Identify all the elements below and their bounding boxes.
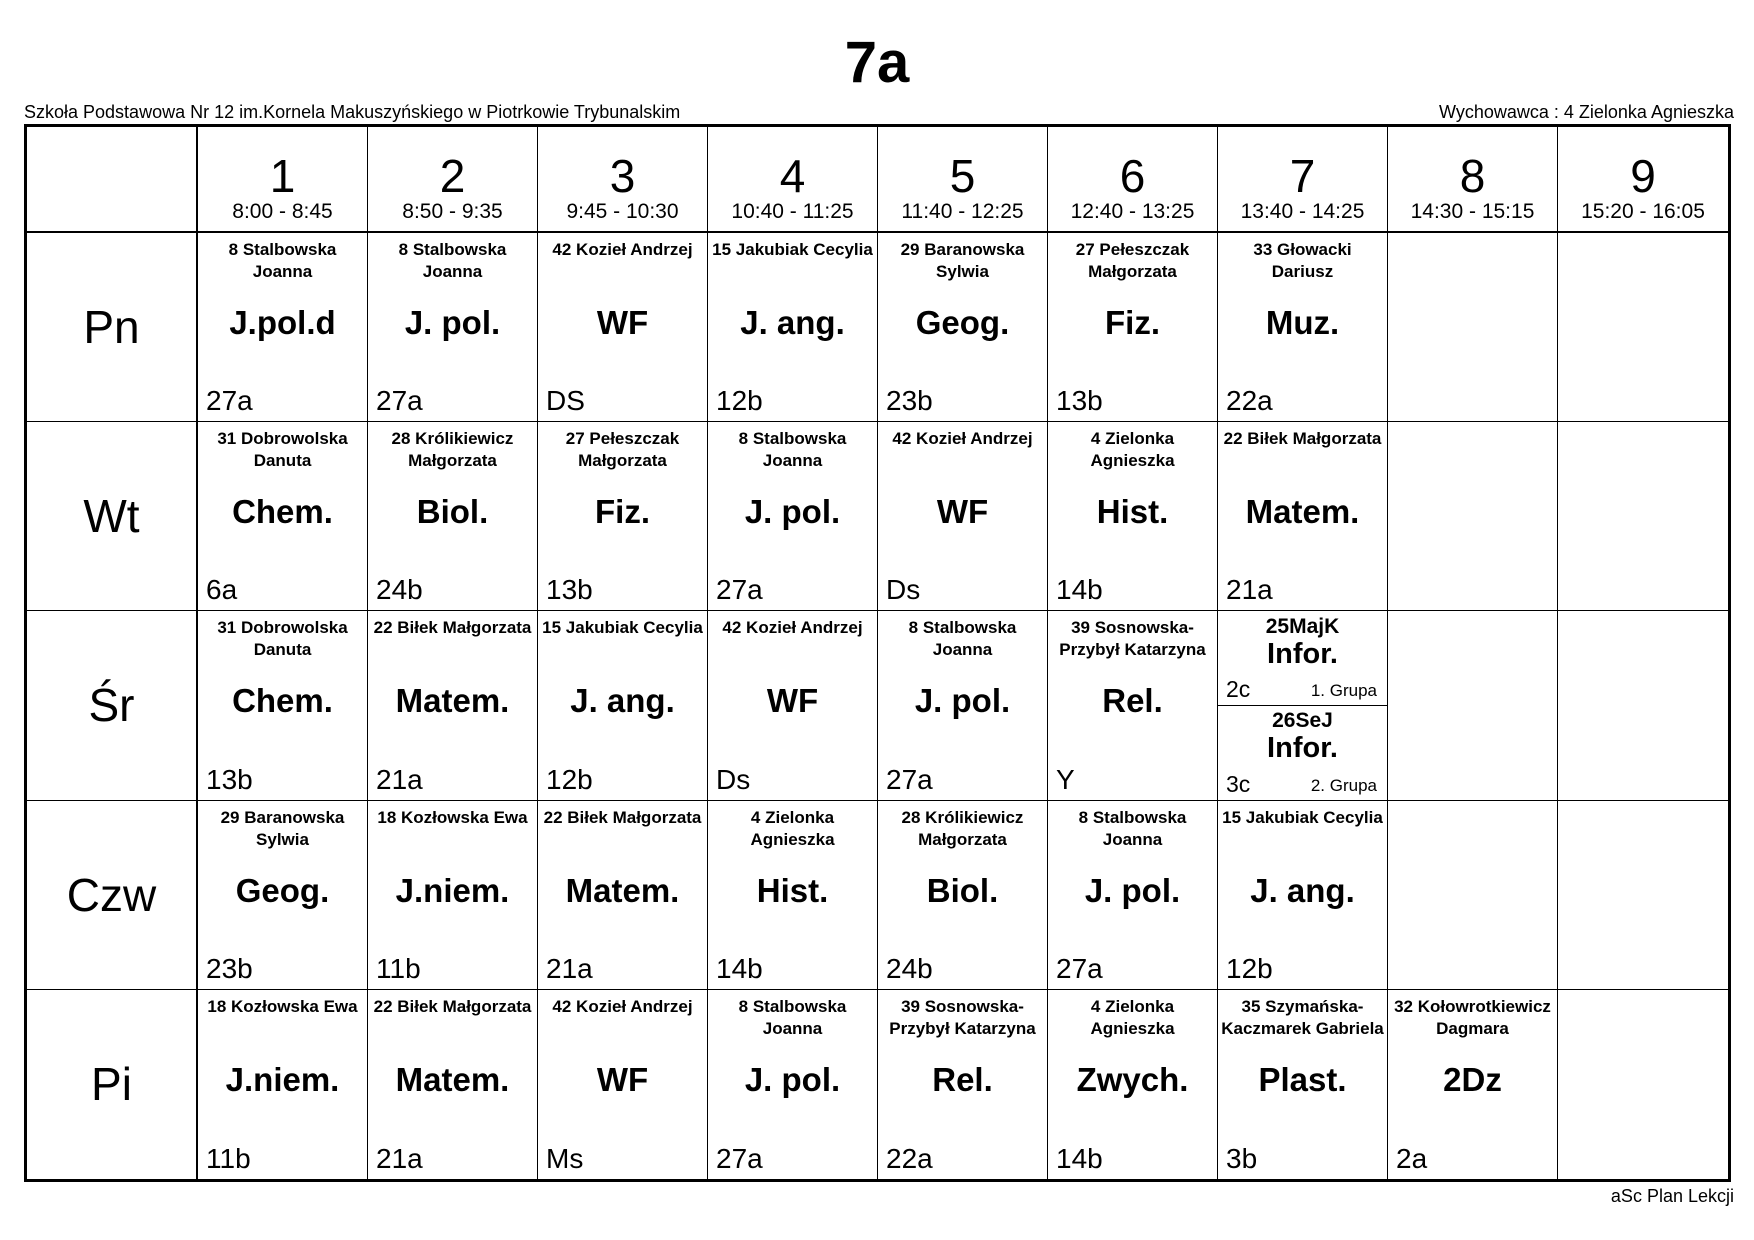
empty-lesson-cell <box>1558 801 1728 990</box>
lesson-teacher: 27 Pełeszczak Małgorzata <box>565 429 680 471</box>
period-time: 13:40 - 14:25 <box>1240 200 1365 223</box>
lesson-subject: Fiz. <box>595 493 650 531</box>
period-header-9 <box>1558 127 1728 233</box>
lesson-subject: Chem. <box>232 493 333 531</box>
period-time: 8:50 - 9:35 <box>402 200 503 223</box>
lesson-room: Y <box>1056 763 1075 795</box>
lesson-teacher: 8 Stalbowska Joanna <box>1078 807 1187 849</box>
lesson-subject: Fiz. <box>1105 304 1160 341</box>
lesson-teacher: 31 Dobrowolska Danuta <box>217 618 348 660</box>
lesson-room: 11b <box>376 952 421 984</box>
lesson-cell <box>1048 801 1218 990</box>
period-header-3 <box>538 127 708 233</box>
lesson-teacher: 4 Zielonka Agnieszka <box>750 807 835 849</box>
period-time: 15:20 - 16:05 <box>1581 200 1705 223</box>
lesson-room: 24b <box>886 952 933 984</box>
lesson-teacher: 22 Biłek Małgorzata <box>543 807 702 827</box>
lesson-subject: Plast. <box>1258 1060 1347 1098</box>
day-label-3: Czw <box>27 801 198 990</box>
lesson-teacher: 39 Sosnowska-Przybył Katarzyna <box>1059 618 1206 660</box>
lesson-cell <box>368 990 538 1179</box>
lesson-cell <box>198 990 368 1179</box>
period-time: 9:45 - 10:30 <box>566 200 679 223</box>
lesson-cell <box>878 801 1048 990</box>
lesson-subject: Rel. <box>1102 682 1163 720</box>
lesson-subject: Matem. <box>565 871 680 909</box>
lesson-cell <box>368 233 538 422</box>
lesson-room: 13b <box>1056 385 1103 417</box>
lesson-teacher: 31 Dobrowolska Danuta <box>217 429 348 471</box>
lesson-cell <box>538 801 708 990</box>
period-number: 3 <box>609 150 636 202</box>
lesson-teacher: 42 Kozieł Andrzej <box>892 429 1033 449</box>
lesson-cell <box>1218 990 1388 1179</box>
lesson-cell <box>878 611 1048 800</box>
period-number: 5 <box>949 150 976 202</box>
lesson-subject: Geog. <box>235 871 330 909</box>
lesson-teacher: 8 Stalbowska Joanna <box>738 996 847 1038</box>
lesson-room: 27a <box>716 1142 763 1174</box>
lesson-subject: Biol. <box>926 871 999 909</box>
lesson-cell <box>538 422 708 611</box>
lesson-room: 27a <box>1056 952 1103 984</box>
lesson-subject: J. pol. <box>744 1060 841 1098</box>
lesson-room: 22a <box>886 1142 933 1174</box>
lesson-cell <box>708 422 878 611</box>
lesson-teacher: 22 Biłek Małgorzata <box>373 618 532 638</box>
lesson-subject: Matem. <box>1245 493 1360 531</box>
lesson-teacher: 4 Zielonka Agnieszka <box>1090 429 1175 471</box>
lesson-room: 14b <box>1056 1142 1103 1174</box>
empty-lesson-cell <box>1558 990 1728 1179</box>
lesson-room: 27a <box>206 385 253 417</box>
lesson-room: 11b <box>206 1142 251 1174</box>
lesson-subject: Hist. <box>756 871 829 909</box>
group-lesson <box>1218 611 1387 706</box>
lesson-teacher: 22 Biłek Małgorzata <box>373 996 532 1016</box>
lesson-cell <box>1218 801 1388 990</box>
lesson-room: 3c <box>1226 770 1251 797</box>
period-header-5 <box>878 127 1048 233</box>
lesson-cell <box>1048 990 1218 1179</box>
period-header-4 <box>708 127 878 233</box>
lesson-teacher: 35 Szymańska-Kaczmarek Gabriela <box>1221 996 1384 1038</box>
lesson-teacher: 22 Biłek Małgorzata <box>1223 429 1382 449</box>
lesson-cell <box>708 990 878 1179</box>
lesson-teacher: 29 Baranowska Sylwia <box>220 807 345 849</box>
day-label-4: Pi <box>27 990 198 1179</box>
period-number: 1 <box>269 150 296 202</box>
lesson-room: 14b <box>1056 574 1103 606</box>
day-label-2: Śr <box>27 611 198 800</box>
lesson-teacher: 18 Kozłowska Ewa <box>207 996 358 1016</box>
lesson-subject: Muz. <box>1265 304 1340 341</box>
lesson-cell <box>368 611 538 800</box>
lesson-cell <box>198 422 368 611</box>
split-lesson-cell <box>1218 611 1388 800</box>
lesson-teacher: 8 Stalbowska Joanna <box>738 429 847 471</box>
lesson-cell <box>538 990 708 1179</box>
lesson-room: 14b <box>716 952 763 984</box>
lesson-subject: J.niem. <box>395 871 510 909</box>
lesson-subject: J. pol. <box>404 304 501 341</box>
lesson-teacher: 42 Kozieł Andrzej <box>552 996 693 1016</box>
lesson-teacher: 28 Królikiewicz Małgorzata <box>901 807 1024 849</box>
lesson-subject: 2Dz <box>1443 1060 1502 1098</box>
lesson-teacher: 8 Stalbowska Joanna <box>228 240 337 281</box>
lesson-subject: J. ang. <box>1250 871 1355 909</box>
lesson-cell <box>1048 611 1218 800</box>
period-header-1 <box>198 127 368 233</box>
lesson-room: 12b <box>716 385 763 417</box>
lesson-room: 21a <box>376 1142 423 1174</box>
lesson-subject: Chem. <box>232 682 333 720</box>
lesson-room: Ds <box>716 763 751 795</box>
lesson-group: 1. Grupa <box>1310 681 1377 701</box>
period-time: 11:40 - 12:25 <box>901 200 1024 223</box>
lesson-subject: WF <box>596 304 649 341</box>
lesson-subject: Matem. <box>395 682 510 720</box>
lesson-room: 2a <box>1396 1142 1428 1174</box>
period-number: 7 <box>1289 150 1316 202</box>
lesson-room: 27a <box>376 385 423 417</box>
lesson-room: 27a <box>886 763 933 795</box>
lesson-teacher: 27 Pełeszczak Małgorzata <box>1075 240 1190 281</box>
lesson-teacher: 18 Kozłowska Ewa <box>377 807 528 827</box>
period-header-7 <box>1218 127 1388 233</box>
lesson-subject: J. pol. <box>914 682 1011 720</box>
lesson-teacher: 25MajK <box>1265 615 1340 639</box>
lesson-teacher: 8 Stalbowska Joanna <box>908 618 1017 660</box>
lesson-room: DS <box>546 385 585 417</box>
period-time: 14:30 - 15:15 <box>1410 200 1535 223</box>
lesson-cell <box>368 801 538 990</box>
lesson-subject: Hist. <box>1096 493 1169 531</box>
lesson-cell <box>538 233 708 422</box>
lesson-cell <box>878 233 1048 422</box>
lesson-room: 12b <box>1226 952 1273 984</box>
lesson-room: 3b <box>1226 1142 1258 1174</box>
period-number: 4 <box>779 150 806 202</box>
lesson-cell <box>538 611 708 800</box>
lesson-cell <box>878 422 1048 611</box>
lesson-teacher: 8 Stalbowska Joanna <box>398 240 507 281</box>
class-title: 7a <box>844 30 910 95</box>
lesson-subject: Geog. <box>915 304 1010 341</box>
empty-lesson-cell <box>1388 233 1558 422</box>
period-number: 8 <box>1459 150 1486 202</box>
lesson-subject: J. ang. <box>740 304 845 341</box>
period-number: 9 <box>1630 150 1656 202</box>
empty-lesson-cell <box>1388 611 1558 800</box>
lesson-room: 12b <box>546 763 593 795</box>
lesson-room: 21a <box>376 763 423 795</box>
day-label-0: Pn <box>27 233 198 422</box>
lesson-cell <box>1218 422 1388 611</box>
corner-cell <box>27 127 198 233</box>
lesson-teacher: 32 Kołowrotkiewicz Dagmara <box>1394 996 1551 1038</box>
lesson-teacher: 15 Jakubiak Cecylia <box>712 240 873 259</box>
lesson-room: 13b <box>206 763 253 795</box>
lesson-room: 23b <box>206 952 253 984</box>
lesson-room: 2c <box>1226 676 1251 703</box>
timetable-grid <box>24 124 1731 1182</box>
lesson-subject: Infor. <box>1267 732 1338 765</box>
lesson-cell <box>368 422 538 611</box>
lesson-room: 21a <box>1226 574 1273 606</box>
lesson-cell <box>708 801 878 990</box>
empty-lesson-cell <box>1388 801 1558 990</box>
lesson-cell <box>708 233 878 422</box>
lesson-room: 23b <box>886 385 933 417</box>
lesson-cell <box>1048 233 1218 422</box>
period-time: 8:00 - 8:45 <box>232 200 333 223</box>
lesson-room: 13b <box>546 574 593 606</box>
lesson-teacher: 26SeJ <box>1272 709 1333 733</box>
period-header-8 <box>1388 127 1558 233</box>
lesson-teacher: 42 Kozieł Andrzej <box>722 618 863 638</box>
period-time: 12:40 - 13:25 <box>1070 200 1195 223</box>
lesson-cell <box>198 611 368 800</box>
period-number: 2 <box>439 150 466 202</box>
lesson-subject: Rel. <box>932 1060 993 1098</box>
lesson-cell <box>198 801 368 990</box>
lesson-subject: J. pol. <box>744 493 841 531</box>
lesson-teacher: 29 Baranowska Sylwia <box>900 240 1025 281</box>
lesson-subject: WF <box>936 493 989 531</box>
lesson-teacher: 15 Jakubiak Cecylia <box>542 618 703 638</box>
lesson-subject: Matem. <box>395 1060 510 1098</box>
lesson-subject: J.niem. <box>225 1060 340 1098</box>
lesson-group: 2. Grupa <box>1310 775 1377 795</box>
empty-lesson-cell <box>1558 233 1728 422</box>
period-header-6 <box>1048 127 1218 233</box>
lesson-teacher: 15 Jakubiak Cecylia <box>1222 807 1383 827</box>
day-label-1: Wt <box>27 422 198 611</box>
lesson-subject: Infor. <box>1267 638 1338 671</box>
lesson-teacher: 39 Sosnowska-Przybył Katarzyna <box>889 996 1036 1038</box>
lesson-teacher: 33 Głowacki Dariusz <box>1253 240 1352 281</box>
lesson-room: 21a <box>546 952 593 984</box>
lesson-cell <box>878 990 1048 1179</box>
lesson-room: 27a <box>716 574 763 606</box>
form-teacher: Wychowawca : 4 Zielonka Agnieszka <box>1439 102 1734 122</box>
empty-lesson-cell <box>1558 611 1728 800</box>
lesson-subject: Biol. <box>416 493 489 531</box>
lesson-cell <box>198 233 368 422</box>
lesson-cell <box>1048 422 1218 611</box>
lesson-subject: J. pol. <box>1084 871 1181 909</box>
lesson-teacher: 28 Królikiewicz Małgorzata <box>391 429 514 471</box>
period-number: 6 <box>1119 150 1146 202</box>
lesson-teacher: 4 Zielonka Agnieszka <box>1090 996 1175 1038</box>
lesson-room: 6a <box>206 574 238 606</box>
lesson-room: 24b <box>376 574 423 606</box>
lesson-teacher: 42 Kozieł Andrzej <box>552 240 693 259</box>
lesson-subject: WF <box>596 1060 649 1098</box>
lesson-room: Ms <box>546 1142 584 1174</box>
school-name: Szkoła Podstawowa Nr 12 im.Kornela Makuszyńskiego w Piotrkowie Trybunalskim <box>24 102 681 122</box>
empty-lesson-cell <box>1388 422 1558 611</box>
generator-credit: aSc Plan Lekcji <box>1610 1186 1734 1206</box>
lesson-subject: J. ang. <box>570 682 675 720</box>
lesson-room: Ds <box>886 574 921 606</box>
lesson-subject: WF <box>766 682 819 720</box>
lesson-cell <box>708 611 878 800</box>
empty-lesson-cell <box>1558 422 1728 611</box>
lesson-subject: J.pol.d <box>229 304 336 341</box>
lesson-cell <box>1218 233 1388 422</box>
lesson-room: 22a <box>1226 385 1273 417</box>
lesson-cell <box>1388 990 1558 1179</box>
period-time: 10:40 - 11:25 <box>731 200 854 223</box>
lesson-subject: Zwych. <box>1076 1060 1189 1098</box>
group-lesson <box>1218 705 1387 799</box>
period-header-2 <box>368 127 538 233</box>
